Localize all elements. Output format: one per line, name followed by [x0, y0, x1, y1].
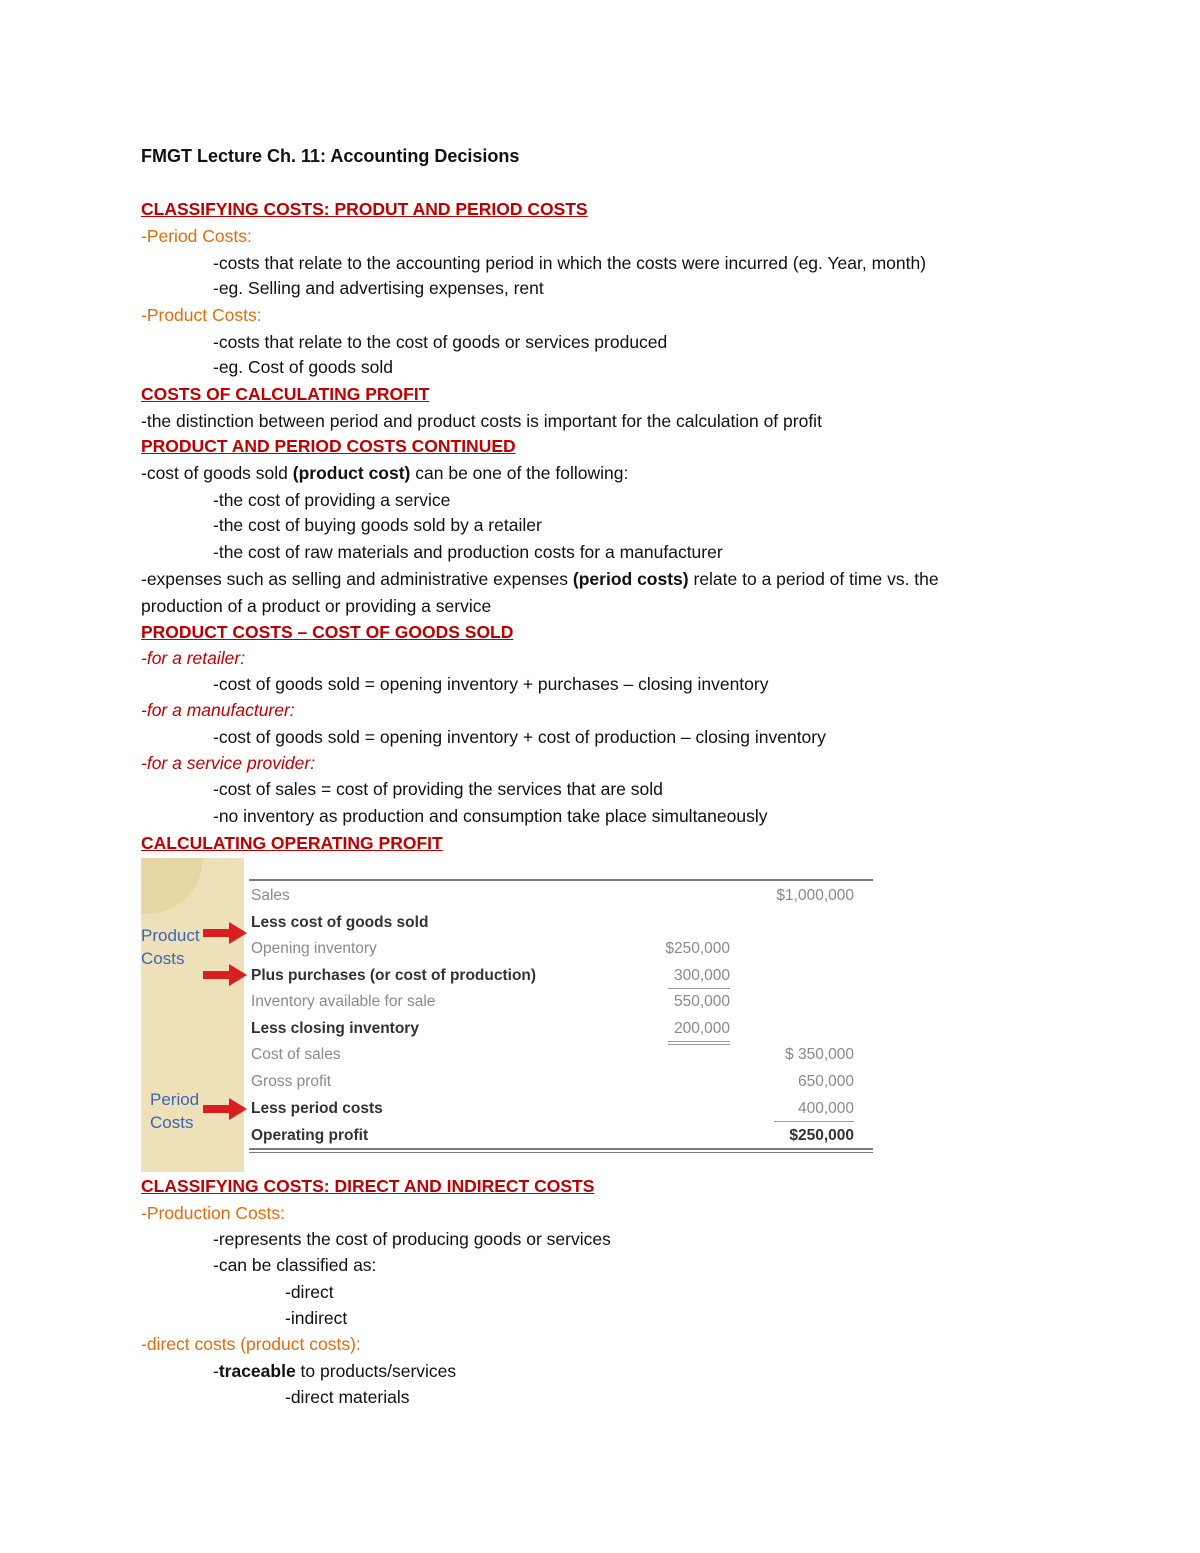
- arrow-right-icon: [203, 922, 247, 944]
- subtotal-underline: [774, 1121, 854, 1122]
- statement-row-label: Inventory available for sale: [251, 993, 436, 1010]
- statement-value: 300,000: [673, 967, 730, 984]
- arrow-right-icon: [203, 1098, 247, 1120]
- period-expenses-text: -expenses such as selling and administrative expenses (period costs) relate to a period of time vs. the: [141, 569, 939, 589]
- cogs-item-service: -the cost of providing a service: [213, 490, 451, 510]
- statement-row-label: Less cost of goods sold: [251, 914, 429, 931]
- statement-value: 650,000: [797, 1073, 854, 1090]
- section-heading-operating-profit: CALCULATING OPERATING PROFIT: [141, 833, 443, 853]
- page-title: FMGT Lecture Ch. 11: Accounting Decisions: [141, 146, 520, 166]
- direct-costs-label: -direct costs (product costs):: [141, 1334, 361, 1354]
- classification-direct: -direct: [285, 1282, 334, 1302]
- manufacturer-label: -for a manufacturer:: [141, 700, 295, 720]
- statement-value: 400,000: [797, 1100, 854, 1117]
- service-provider-note: -no inventory as production and consumption take place simultaneously: [213, 806, 768, 826]
- statement-value: $250,000: [789, 1127, 854, 1144]
- operating-profit-figure: [141, 858, 875, 1172]
- section-heading-cogs: PRODUCT COSTS – COST OF GOODS SOLD: [141, 622, 514, 642]
- product-costs-tag-line2: Costs: [141, 949, 185, 968]
- section-heading-product-period: CLASSIFYING COSTS: PRODUT AND PERIOD COSTS: [141, 199, 588, 219]
- classification-indirect: -indirect: [285, 1308, 348, 1328]
- statement-row-label: Cost of sales: [251, 1046, 341, 1063]
- cogs-intro: -cost of goods sold (product cost) can be one of the following:: [141, 463, 629, 483]
- manufacturer-formula: -cost of goods sold = opening inventory + cost of production – closing inventory: [213, 727, 826, 747]
- arrow-right-icon: [203, 964, 247, 986]
- direct-materials: -direct materials: [285, 1387, 410, 1407]
- statement-row-label: Sales: [251, 887, 290, 904]
- period-costs-tag-line2: Costs: [150, 1113, 194, 1132]
- cogs-item-retailer: -the cost of buying goods sold by a retailer: [213, 515, 542, 535]
- statement-row-label: Operating profit: [251, 1127, 369, 1144]
- product-costs-tag-line1: Product: [141, 926, 200, 945]
- period-costs-definition: -costs that relate to the accounting period in which the costs were incurred (eg. Year, month): [213, 253, 927, 273]
- figure-bottom-rule: [249, 1148, 873, 1150]
- retailer-formula: -cost of goods sold = opening inventory + purchases – closing inventory: [213, 674, 769, 694]
- statement-row-label: Less period costs: [251, 1100, 383, 1117]
- statement-row-label: Less closing inventory: [251, 1020, 419, 1037]
- statement-value: 200,000: [673, 1020, 730, 1037]
- statement-value: $1,000,000: [776, 887, 854, 904]
- production-costs-definition: -represents the cost of producing goods or services: [213, 1229, 611, 1249]
- total-underline: [668, 1041, 730, 1042]
- statement-row-label: Opening inventory: [251, 940, 377, 957]
- product-costs-definition: -costs that relate to the cost of goods or services produced: [213, 332, 668, 352]
- product-costs-example: -eg. Cost of goods sold: [213, 357, 393, 377]
- service-provider-formula: -cost of sales = cost of providing the services that are sold: [213, 779, 663, 799]
- production-costs-classification: -can be classified as:: [213, 1255, 377, 1275]
- period-costs-example: -eg. Selling and advertising expenses, rent: [213, 278, 544, 298]
- product-costs-label: -Product Costs:: [141, 305, 262, 325]
- period-costs-tag-line1: Period: [150, 1090, 200, 1109]
- cogs-item-manufacturer: -the cost of raw materials and production costs for a manufacturer: [213, 542, 723, 562]
- statement-row-label: Plus purchases (or cost of production): [251, 967, 537, 984]
- direct-costs-traceable: -traceable to products/services: [213, 1361, 457, 1381]
- section-heading-direct-indirect: CLASSIFYING COSTS: DIRECT AND INDIRECT COSTS: [141, 1176, 595, 1196]
- section-heading-continued: PRODUCT AND PERIOD COSTS CONTINUED: [141, 436, 516, 456]
- calculating-profit-text: -the distinction between period and product costs is important for the calculation of profit: [141, 411, 822, 431]
- statement-value: 550,000: [673, 993, 730, 1010]
- figure-bottom-rule: [249, 1152, 873, 1153]
- section-heading-calculating-profit: COSTS OF CALCULATING PROFIT: [141, 384, 430, 404]
- service-provider-label: -for a service provider:: [141, 753, 316, 773]
- statement-value: $250,000: [665, 940, 730, 957]
- period-costs-label: -Period Costs:: [141, 226, 252, 246]
- statement-value: $ 350,000: [785, 1046, 854, 1063]
- retailer-label: -for a retailer:: [141, 648, 246, 668]
- statement-row-label: Gross profit: [251, 1073, 332, 1090]
- total-underline: [668, 1044, 730, 1045]
- production-costs-label: -Production Costs:: [141, 1203, 285, 1223]
- subtotal-underline: [668, 988, 730, 989]
- period-expenses-text-continued: production of a product or providing a service: [141, 596, 492, 616]
- figure-top-rule: [249, 879, 873, 881]
